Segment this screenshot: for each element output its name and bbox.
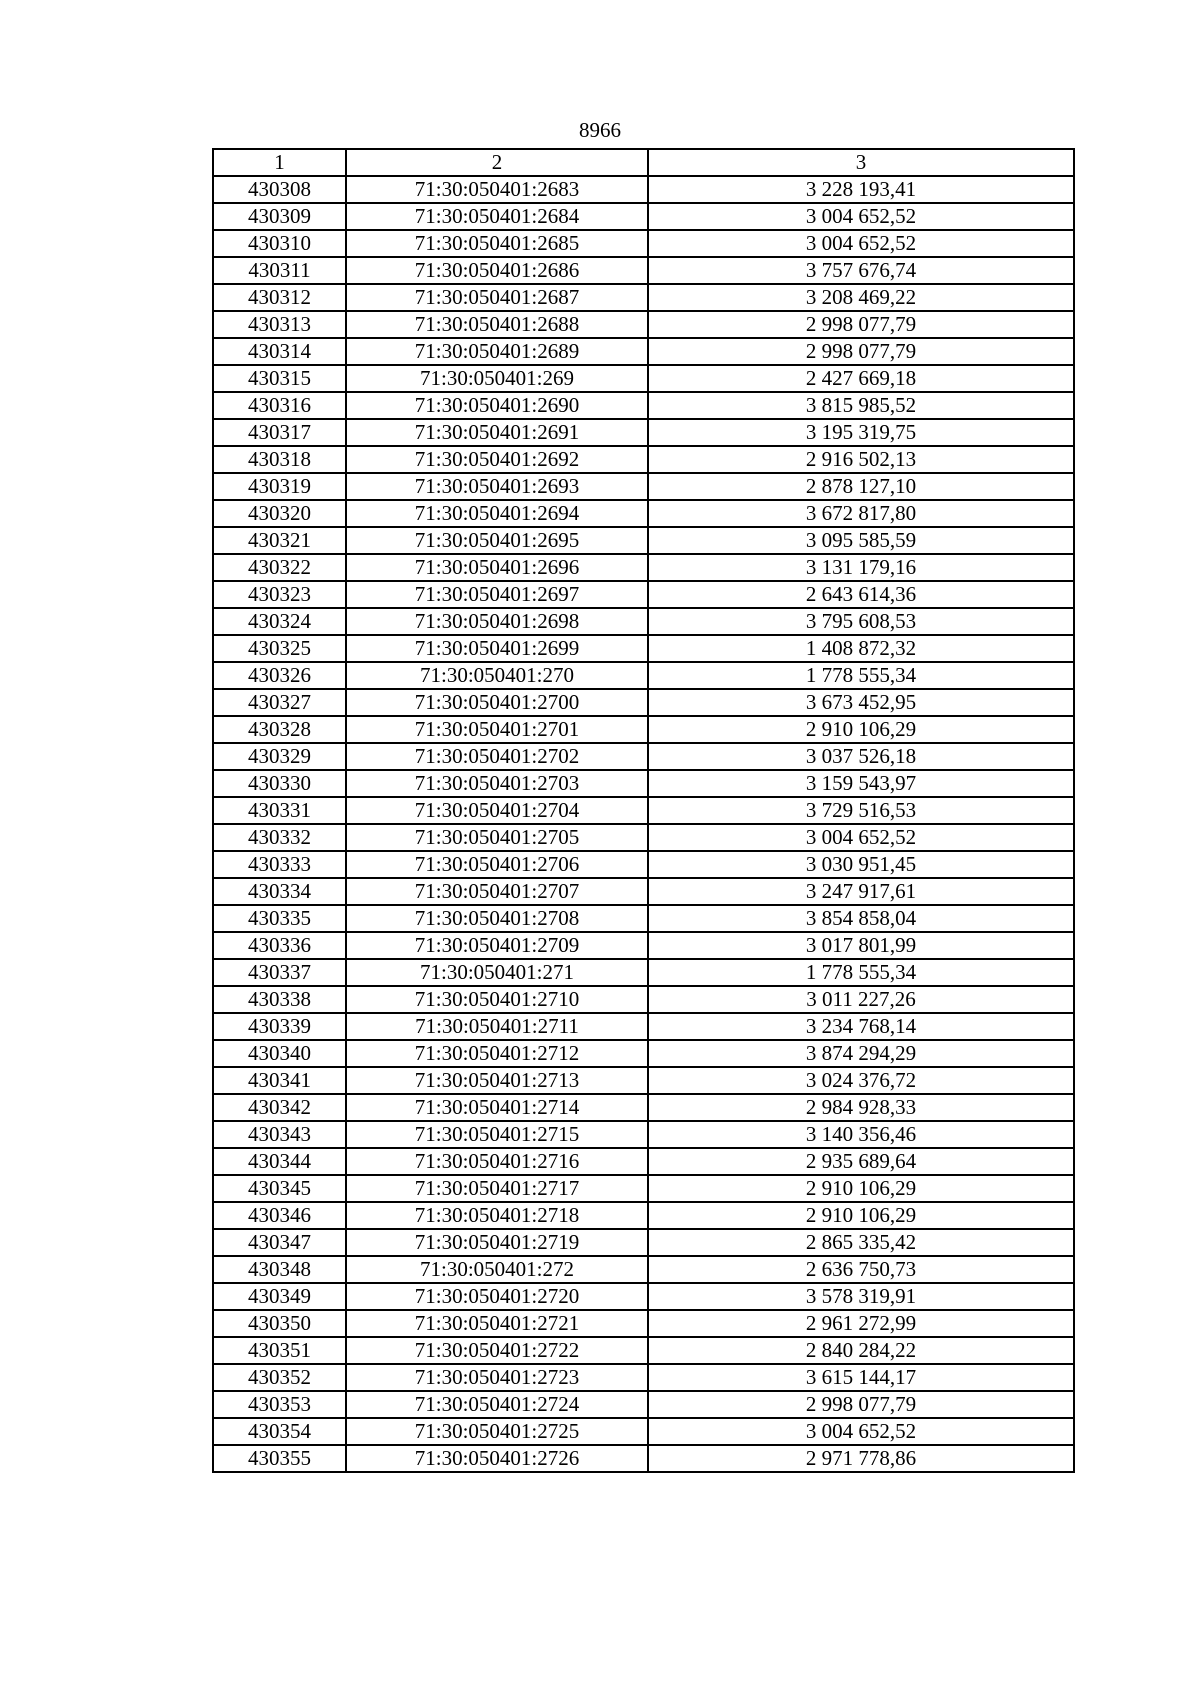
cadastral-value-cell: 3 578 319,91 xyxy=(648,1283,1074,1310)
cadastral-number-cell: 71:30:050401:2691 xyxy=(346,419,648,446)
cadastral-number-cell: 71:30:050401:2698 xyxy=(346,608,648,635)
cadastral-number-cell: 71:30:050401:2712 xyxy=(346,1040,648,1067)
table-row xyxy=(213,257,1074,284)
cadastral-value-cell: 3 615 144,17 xyxy=(648,1364,1074,1391)
cadastral-number-cell: 71:30:050401:2689 xyxy=(346,338,648,365)
cadastral-number-cell: 71:30:050401:2686 xyxy=(346,257,648,284)
table-row xyxy=(213,635,1074,662)
cadastral-number-cell: 71:30:050401:2714 xyxy=(346,1094,648,1121)
cadastral-number-cell: 71:30:050401:2690 xyxy=(346,392,648,419)
table-row xyxy=(213,1418,1074,1445)
cadastral-value-cell: 2 971 778,86 xyxy=(648,1445,1074,1472)
cadastral-value-cell: 2 998 077,79 xyxy=(648,338,1074,365)
cadastral-value-cell: 2 961 272,99 xyxy=(648,1310,1074,1337)
cadastral-number-cell: 71:30:050401:271 xyxy=(346,959,648,986)
cadastral-number-cell: 71:30:050401:2694 xyxy=(346,500,648,527)
row-id-cell: 430321 xyxy=(213,527,346,554)
cadastral-number-cell: 71:30:050401:2710 xyxy=(346,986,648,1013)
cadastral-number-cell: 71:30:050401:2715 xyxy=(346,1121,648,1148)
row-id-cell: 430319 xyxy=(213,473,346,500)
cadastral-value-cell: 3 011 227,26 xyxy=(648,986,1074,1013)
table-row xyxy=(213,365,1074,392)
column-header-value: 3 xyxy=(648,149,1074,176)
cadastral-number-cell: 71:30:050401:2684 xyxy=(346,203,648,230)
cadastral-number-cell: 71:30:050401:2693 xyxy=(346,473,648,500)
cadastral-value-cell: 3 004 652,52 xyxy=(648,1418,1074,1445)
row-id-cell: 430353 xyxy=(213,1391,346,1418)
cadastral-value-cell: 3 854 858,04 xyxy=(648,905,1074,932)
cadastral-value-cell: 2 910 106,29 xyxy=(648,1202,1074,1229)
table-row xyxy=(213,932,1074,959)
row-id-cell: 430308 xyxy=(213,176,346,203)
row-id-cell: 430344 xyxy=(213,1148,346,1175)
row-id-cell: 430326 xyxy=(213,662,346,689)
table-row xyxy=(213,1040,1074,1067)
row-id-cell: 430330 xyxy=(213,770,346,797)
cadastral-value-cell: 3 795 608,53 xyxy=(648,608,1074,635)
row-id-cell: 430334 xyxy=(213,878,346,905)
cadastral-number-cell: 71:30:050401:2718 xyxy=(346,1202,648,1229)
cadastral-number-cell: 71:30:050401:2695 xyxy=(346,527,648,554)
cadastral-number-cell: 71:30:050401:2725 xyxy=(346,1418,648,1445)
cadastral-number-cell: 71:30:050401:2708 xyxy=(346,905,648,932)
cadastral-number-cell: 71:30:050401:2685 xyxy=(346,230,648,257)
table-row xyxy=(213,1094,1074,1121)
row-id-cell: 430338 xyxy=(213,986,346,1013)
cadastral-value-cell: 2 916 502,13 xyxy=(648,446,1074,473)
cadastral-value-cell: 3 195 319,75 xyxy=(648,419,1074,446)
cadastral-value-cell: 3 729 516,53 xyxy=(648,797,1074,824)
row-id-cell: 430348 xyxy=(213,1256,346,1283)
row-id-cell: 430320 xyxy=(213,500,346,527)
table-row xyxy=(213,716,1074,743)
table-row xyxy=(213,1202,1074,1229)
cadastral-number-cell: 71:30:050401:2722 xyxy=(346,1337,648,1364)
table-row xyxy=(213,473,1074,500)
cadastral-number-cell: 71:30:050401:2705 xyxy=(346,824,648,851)
table-row xyxy=(213,284,1074,311)
cadastral-value-cell: 3 234 768,14 xyxy=(648,1013,1074,1040)
cadastral-number-cell: 71:30:050401:2724 xyxy=(346,1391,648,1418)
table-row xyxy=(213,1310,1074,1337)
cadastral-number-cell: 71:30:050401:2687 xyxy=(346,284,648,311)
row-id-cell: 430352 xyxy=(213,1364,346,1391)
table-body xyxy=(213,149,1074,1472)
row-id-cell: 430318 xyxy=(213,446,346,473)
cadastral-value-cell: 3 757 676,74 xyxy=(648,257,1074,284)
row-id-cell: 430325 xyxy=(213,635,346,662)
row-id-cell: 430342 xyxy=(213,1094,346,1121)
cadastral-value-table xyxy=(212,148,1075,1473)
table-row xyxy=(213,230,1074,257)
table-row xyxy=(213,1229,1074,1256)
cadastral-value-cell: 2 878 127,10 xyxy=(648,473,1074,500)
cadastral-value-cell: 3 673 452,95 xyxy=(648,689,1074,716)
row-id-cell: 430313 xyxy=(213,311,346,338)
row-id-cell: 430329 xyxy=(213,743,346,770)
cadastral-number-cell: 71:30:050401:2696 xyxy=(346,554,648,581)
cadastral-value-cell: 3 159 543,97 xyxy=(648,770,1074,797)
row-id-cell: 430314 xyxy=(213,338,346,365)
row-id-cell: 430331 xyxy=(213,797,346,824)
row-id-cell: 430336 xyxy=(213,932,346,959)
table-row xyxy=(213,1121,1074,1148)
cadastral-number-cell: 71:30:050401:2711 xyxy=(346,1013,648,1040)
row-id-cell: 430312 xyxy=(213,284,346,311)
cadastral-value-cell: 3 208 469,22 xyxy=(648,284,1074,311)
row-id-cell: 430315 xyxy=(213,365,346,392)
page-number: 8966 xyxy=(579,118,621,142)
table-row xyxy=(213,1445,1074,1472)
cadastral-value-cell: 3 017 801,99 xyxy=(648,932,1074,959)
table-row xyxy=(213,959,1074,986)
cadastral-value-cell: 3 140 356,46 xyxy=(648,1121,1074,1148)
cadastral-value-cell: 2 840 284,22 xyxy=(648,1337,1074,1364)
cadastral-number-cell: 71:30:050401:2701 xyxy=(346,716,648,743)
cadastral-number-cell: 71:30:050401:2683 xyxy=(346,176,648,203)
row-id-cell: 430310 xyxy=(213,230,346,257)
cadastral-value-cell: 3 004 652,52 xyxy=(648,824,1074,851)
cadastral-value-cell: 3 024 376,72 xyxy=(648,1067,1074,1094)
cadastral-value-cell: 3 131 179,16 xyxy=(648,554,1074,581)
cadastral-value-cell: 1 778 555,34 xyxy=(648,959,1074,986)
column-header-cadastral-number: 2 xyxy=(346,149,648,176)
cadastral-value-cell: 3 672 817,80 xyxy=(648,500,1074,527)
cadastral-value-cell: 2 636 750,73 xyxy=(648,1256,1074,1283)
table-row xyxy=(213,824,1074,851)
cadastral-number-cell: 71:30:050401:2720 xyxy=(346,1283,648,1310)
cadastral-value-cell: 3 004 652,52 xyxy=(648,230,1074,257)
table-row xyxy=(213,608,1074,635)
cadastral-value-cell: 2 984 928,33 xyxy=(648,1094,1074,1121)
row-id-cell: 430311 xyxy=(213,257,346,284)
table-row xyxy=(213,986,1074,1013)
table-row xyxy=(213,1148,1074,1175)
cadastral-number-cell: 71:30:050401:2697 xyxy=(346,581,648,608)
cadastral-value-cell: 3 815 985,52 xyxy=(648,392,1074,419)
row-id-cell: 430337 xyxy=(213,959,346,986)
row-id-cell: 430346 xyxy=(213,1202,346,1229)
row-id-cell: 430355 xyxy=(213,1445,346,1472)
row-id-cell: 430332 xyxy=(213,824,346,851)
table-row xyxy=(213,581,1074,608)
row-id-cell: 430328 xyxy=(213,716,346,743)
table-row xyxy=(213,878,1074,905)
cadastral-number-cell: 71:30:050401:2719 xyxy=(346,1229,648,1256)
table-row xyxy=(213,554,1074,581)
cadastral-number-cell: 71:30:050401:2703 xyxy=(346,770,648,797)
cadastral-number-cell: 71:30:050401:270 xyxy=(346,662,648,689)
row-id-cell: 430343 xyxy=(213,1121,346,1148)
table-row xyxy=(213,419,1074,446)
table-row xyxy=(213,338,1074,365)
cadastral-value-cell: 3 030 951,45 xyxy=(648,851,1074,878)
cadastral-number-cell: 71:30:050401:2726 xyxy=(346,1445,648,1472)
cadastral-number-cell: 71:30:050401:2692 xyxy=(346,446,648,473)
table-header-row xyxy=(213,149,1074,176)
table-row xyxy=(213,905,1074,932)
table-row xyxy=(213,770,1074,797)
table-row xyxy=(213,1391,1074,1418)
table-row xyxy=(213,1067,1074,1094)
table-row xyxy=(213,176,1074,203)
table-row xyxy=(213,1175,1074,1202)
cadastral-number-cell: 71:30:050401:2702 xyxy=(346,743,648,770)
row-id-cell: 430327 xyxy=(213,689,346,716)
row-id-cell: 430354 xyxy=(213,1418,346,1445)
row-id-cell: 430324 xyxy=(213,608,346,635)
table-row xyxy=(213,851,1074,878)
cadastral-number-cell: 71:30:050401:2704 xyxy=(346,797,648,824)
cadastral-value-cell: 1 778 555,34 xyxy=(648,662,1074,689)
cadastral-number-cell: 71:30:050401:2716 xyxy=(346,1148,648,1175)
table-row xyxy=(213,1364,1074,1391)
cadastral-number-cell: 71:30:050401:2699 xyxy=(346,635,648,662)
cadastral-number-cell: 71:30:050401:2688 xyxy=(346,311,648,338)
table-row xyxy=(213,527,1074,554)
row-id-cell: 430333 xyxy=(213,851,346,878)
cadastral-number-cell: 71:30:050401:2709 xyxy=(346,932,648,959)
cadastral-number-cell: 71:30:050401:2713 xyxy=(346,1067,648,1094)
cadastral-number-cell: 71:30:050401:2721 xyxy=(346,1310,648,1337)
row-id-cell: 430316 xyxy=(213,392,346,419)
row-id-cell: 430339 xyxy=(213,1013,346,1040)
cadastral-value-cell: 1 408 872,32 xyxy=(648,635,1074,662)
cadastral-value-cell: 2 910 106,29 xyxy=(648,716,1074,743)
table-row xyxy=(213,311,1074,338)
cadastral-number-cell: 71:30:050401:2717 xyxy=(346,1175,648,1202)
table-row xyxy=(213,446,1074,473)
cadastral-value-cell: 2 865 335,42 xyxy=(648,1229,1074,1256)
table-row xyxy=(213,392,1074,419)
row-id-cell: 430340 xyxy=(213,1040,346,1067)
table-row xyxy=(213,1283,1074,1310)
table-row xyxy=(213,500,1074,527)
row-id-cell: 430349 xyxy=(213,1283,346,1310)
cadastral-value-cell: 2 998 077,79 xyxy=(648,1391,1074,1418)
column-header-number: 1 xyxy=(213,149,346,176)
cadastral-number-cell: 71:30:050401:2700 xyxy=(346,689,648,716)
row-id-cell: 430341 xyxy=(213,1067,346,1094)
cadastral-number-cell: 71:30:050401:269 xyxy=(346,365,648,392)
cadastral-value-cell: 3 874 294,29 xyxy=(648,1040,1074,1067)
cadastral-value-cell: 3 004 652,52 xyxy=(648,203,1074,230)
table-row xyxy=(213,743,1074,770)
table-row xyxy=(213,689,1074,716)
row-id-cell: 430347 xyxy=(213,1229,346,1256)
cadastral-value-cell: 3 095 585,59 xyxy=(648,527,1074,554)
row-id-cell: 430350 xyxy=(213,1310,346,1337)
table-row xyxy=(213,1256,1074,1283)
cadastral-value-cell: 2 910 106,29 xyxy=(648,1175,1074,1202)
cadastral-number-cell: 71:30:050401:2706 xyxy=(346,851,648,878)
cadastral-value-cell: 2 643 614,36 xyxy=(648,581,1074,608)
cadastral-value-cell: 2 998 077,79 xyxy=(648,311,1074,338)
row-id-cell: 430345 xyxy=(213,1175,346,1202)
cadastral-value-cell: 2 427 669,18 xyxy=(648,365,1074,392)
table-row xyxy=(213,1013,1074,1040)
row-id-cell: 430335 xyxy=(213,905,346,932)
cadastral-value-cell: 3 037 526,18 xyxy=(648,743,1074,770)
cadastral-number-cell: 71:30:050401:2723 xyxy=(346,1364,648,1391)
row-id-cell: 430323 xyxy=(213,581,346,608)
table-row xyxy=(213,1337,1074,1364)
table-row xyxy=(213,662,1074,689)
table-row xyxy=(213,203,1074,230)
cadastral-value-cell: 3 228 193,41 xyxy=(648,176,1074,203)
row-id-cell: 430322 xyxy=(213,554,346,581)
cadastral-value-cell: 3 247 917,61 xyxy=(648,878,1074,905)
table-row xyxy=(213,797,1074,824)
cadastral-number-cell: 71:30:050401:2707 xyxy=(346,878,648,905)
row-id-cell: 430309 xyxy=(213,203,346,230)
cadastral-number-cell: 71:30:050401:272 xyxy=(346,1256,648,1283)
row-id-cell: 430317 xyxy=(213,419,346,446)
cadastral-value-cell: 2 935 689,64 xyxy=(648,1148,1074,1175)
row-id-cell: 430351 xyxy=(213,1337,346,1364)
